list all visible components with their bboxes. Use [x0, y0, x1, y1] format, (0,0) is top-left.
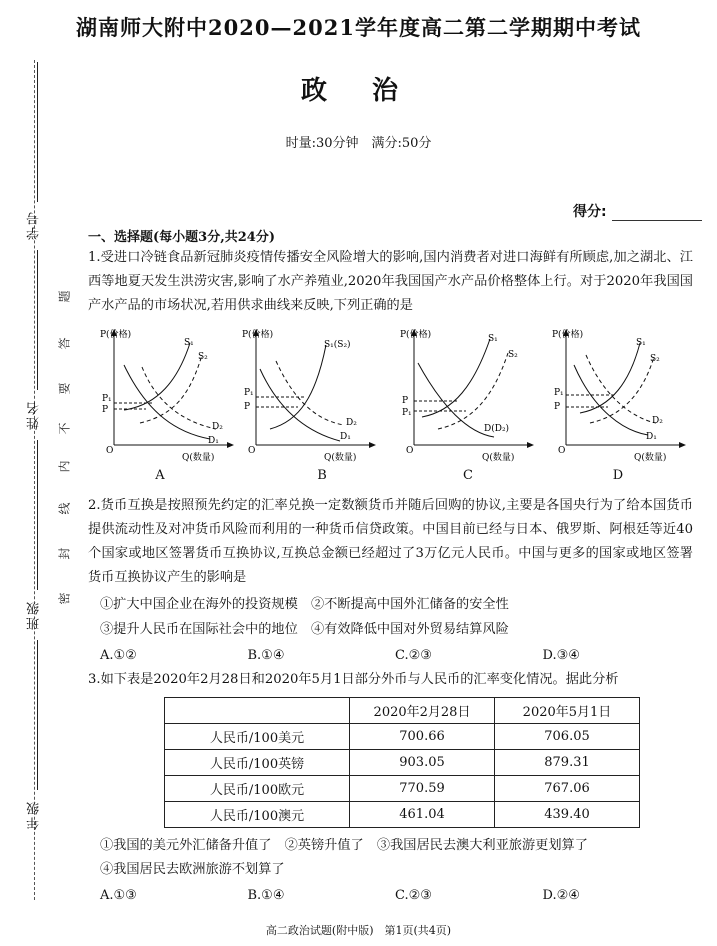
graph-b — [240, 325, 380, 465]
p1-label: P₁ — [554, 388, 564, 398]
exchange-rate-table — [164, 697, 640, 828]
student-no-label: 学号 — [27, 210, 42, 240]
s-label: S₁(S₂) — [324, 340, 351, 350]
table-header — [165, 698, 350, 724]
x-axis-label: Q(数量) — [324, 453, 357, 463]
s1-label: S₁ — [636, 338, 646, 348]
table-cell: 903.05 — [350, 750, 495, 776]
svg-text:O: O — [106, 446, 114, 456]
name-line — [37, 250, 38, 390]
seal-char: 不 — [57, 422, 72, 435]
question-3-statements-1: ①我国的美元外汇储备升值了 ②英镑升值了 ③我国居民去澳大利亚旅游更划算了 — [100, 838, 588, 853]
option-b[interactable]: B.①④ — [247, 888, 285, 903]
table-row — [165, 776, 640, 802]
graph-b-label: B — [317, 468, 327, 483]
subject-title: 政 治 — [300, 76, 417, 106]
seal-char: 封 — [57, 547, 72, 560]
p-label: P — [102, 405, 109, 415]
graph-a-label: A — [155, 468, 165, 483]
s1-label: S₁ — [184, 338, 194, 348]
x-axis-label: Q(数量) — [182, 453, 215, 463]
s2-label: S₂ — [650, 354, 660, 364]
y-axis-label: P(价格) — [552, 330, 584, 340]
score-label: 得分: — [573, 204, 607, 220]
p1-label: P₁ — [244, 388, 254, 398]
option-a[interactable]: A.①③ — [100, 888, 137, 903]
s1-label: S₁ — [488, 334, 498, 344]
y-axis-label: P(价格) — [400, 330, 432, 340]
class-line — [37, 440, 38, 590]
question-3-options — [100, 888, 690, 903]
d2-label: D₂ — [212, 422, 223, 432]
table-cell: 770.59 — [350, 776, 495, 802]
table-cell: 461.04 — [350, 802, 495, 828]
section-heading: 一、选择题(每小题3分,共24分) — [88, 230, 275, 245]
table-row — [165, 724, 640, 750]
option-a[interactable]: A.①② — [100, 648, 137, 663]
question-2-statements-1: ①扩大中国企业在海外的投资规模 ②不断提高中国外汇储备的安全性 — [100, 597, 509, 612]
question-2-statements-2: ③提升人民币在国际社会中的地位 ④有效降低中国对外贸易结算风险 — [100, 622, 509, 637]
p-label: P — [554, 402, 561, 412]
table-cell: 人民币/100英镑 — [165, 750, 350, 776]
svg-text:O: O — [406, 446, 414, 456]
page-footer: 高二政治试题(附中版) 第1页(共4页) — [265, 924, 452, 937]
exam-title: 湖南师大附中2020—2021学年度高二第二学期期中考试 — [76, 15, 641, 40]
table-cell: 767.06 — [495, 776, 640, 802]
grade-line — [37, 640, 38, 790]
table-cell: 人民币/100美元 — [165, 724, 350, 750]
option-c[interactable]: C.②③ — [395, 888, 432, 903]
name-label: 姓名 — [27, 400, 42, 430]
option-b[interactable]: B.①④ — [247, 648, 285, 663]
d1-label: D₁ — [208, 436, 219, 446]
option-c[interactable]: C.②③ — [395, 648, 432, 663]
d1-label: D₁ — [340, 432, 351, 442]
table-cell: 706.05 — [495, 724, 640, 750]
class-label: 班级 — [27, 600, 42, 630]
question-3-statements-2: ④我国居民去欧洲旅游不划算了 — [100, 862, 285, 877]
table-cell: 人民币/100欧元 — [165, 776, 350, 802]
table-header: 2020年2月28日 — [350, 698, 495, 724]
d2-label: D₂ — [652, 416, 663, 426]
seal-char: 密 — [57, 592, 72, 605]
question-3-text: 3.如下表是2020年2月28日和2020年5月1日部分外币与人民币的汇率变化情况。据此分析 — [88, 672, 619, 687]
option-d[interactable]: D.③④ — [542, 648, 580, 663]
question-2-text: 2.货币互换是按照预先约定的汇率兑换一定数额货币并随后回购的协议,主要是各国央行为了给本国货币提供流动性及对冲货币风险而利用的一种货币信贷政策。中国目前已经与日本、俄罗斯、阿根廷等近40个国家或地区签署货币互换协议,互换总金额已经超过了3万亿元人民币。中国与更多的国家或地区签署货币互换协议产生的影响是 — [88, 498, 693, 585]
s2-label: S₂ — [508, 350, 518, 360]
p-label: P₁ — [402, 408, 412, 418]
table-cell: 439.40 — [495, 802, 640, 828]
graph-a — [98, 325, 238, 465]
graph-c — [398, 325, 538, 465]
table-cell: 879.31 — [495, 750, 640, 776]
seal-char: 题 — [57, 290, 72, 303]
grade-label: 年级 — [27, 800, 42, 830]
seal-char: 线 — [57, 502, 72, 515]
table-cell: 人民币/100澳元 — [165, 802, 350, 828]
d1-label: D₁ — [646, 432, 657, 442]
p1-label: P — [402, 396, 409, 406]
y-axis-label: P(价格) — [100, 330, 132, 340]
x-axis-label: Q(数量) — [634, 453, 667, 463]
time-info: 时量:30分钟 满分:50分 — [285, 136, 432, 151]
svg-text:O: O — [248, 446, 256, 456]
d-label: D(D₂) — [484, 424, 510, 434]
graph-d-label: D — [612, 468, 624, 483]
option-d[interactable]: D.②④ — [542, 888, 580, 903]
table-cell: 700.66 — [350, 724, 495, 750]
table-row — [165, 802, 640, 828]
x-axis-label: Q(数量) — [482, 453, 515, 463]
seal-char: 答 — [57, 337, 72, 350]
question-1-text: 1.受进口冷链食品新冠肺炎疫情传播安全风险增大的影响,国内消费者对进口海鲜有所顾虑,加之湖北、江西等地夏天发生洪涝灾害,影响了水产养殖业,2020年我国国产水产品价格整体上行。对于2020年我国国产水产品的市场状况,若用供求曲线来反映,下列正确的是 — [88, 250, 693, 313]
table-row — [165, 750, 640, 776]
question-2-options — [100, 648, 690, 663]
svg-text:O: O — [558, 446, 566, 456]
seal-char: 内 — [57, 460, 72, 473]
binding-dashed-line — [34, 60, 35, 900]
graph-c-label: C — [463, 468, 473, 483]
graph-d — [550, 325, 690, 465]
seal-char: 要 — [57, 382, 72, 395]
s2-label: S₂ — [198, 352, 208, 362]
p1-label: P₁ — [102, 394, 112, 404]
score-line — [612, 220, 702, 221]
y-axis-label: P(价格) — [242, 330, 274, 340]
table-header: 2020年5月1日 — [495, 698, 640, 724]
p-label: P — [244, 402, 251, 412]
table-header-row — [165, 698, 640, 724]
d2-label: D₂ — [346, 418, 357, 428]
